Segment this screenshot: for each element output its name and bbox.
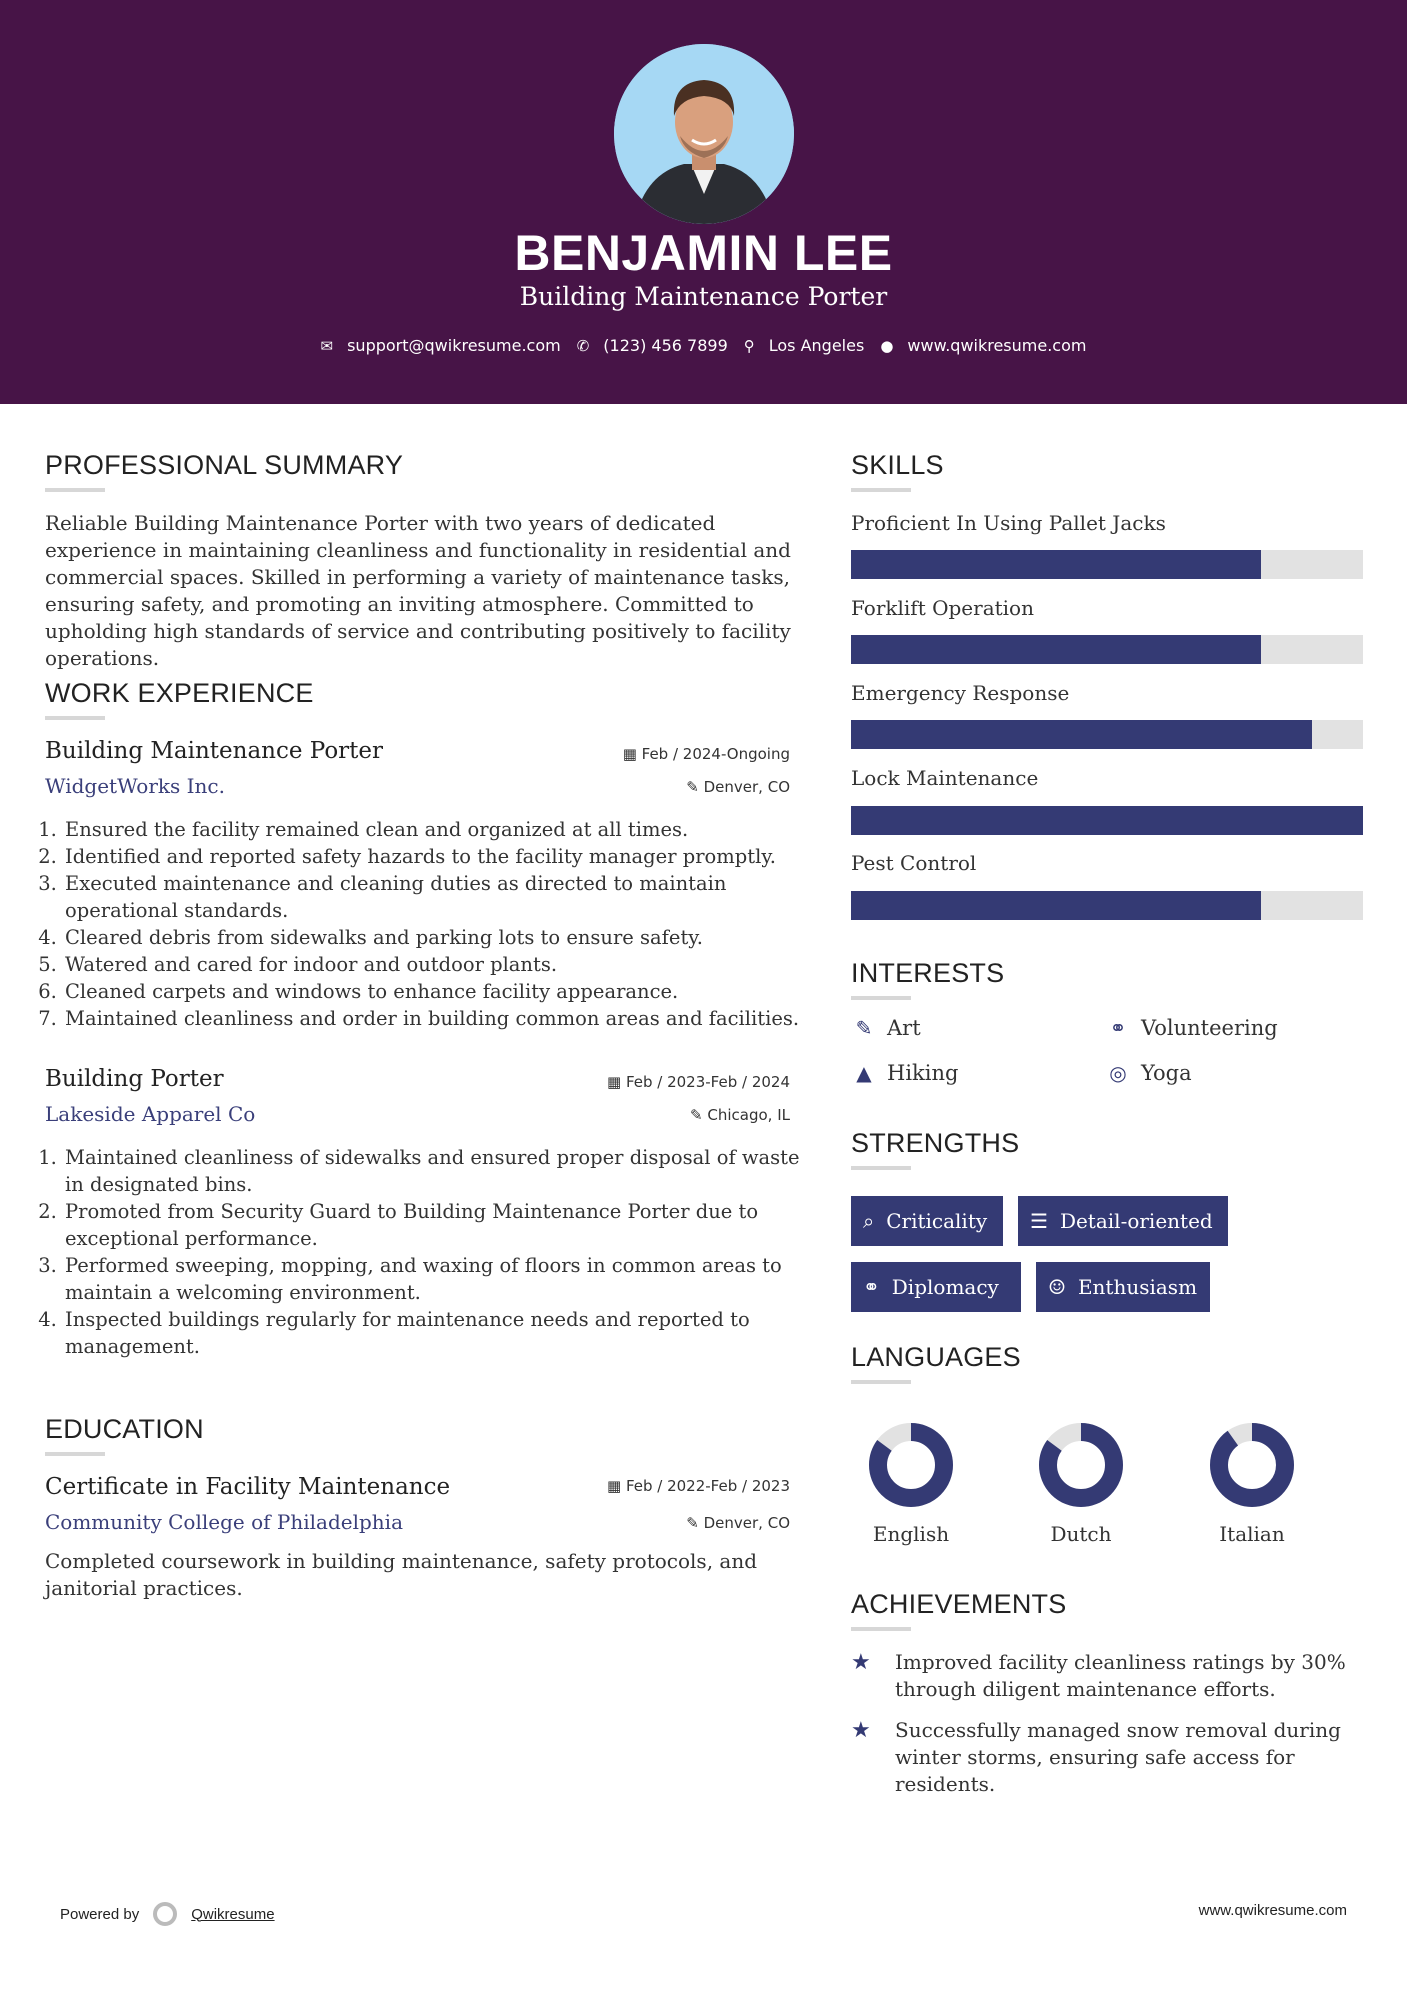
- language-donut: [1036, 1420, 1126, 1510]
- powered-by-label: Powered by: [60, 1905, 140, 1923]
- search-icon: ⌕: [863, 1209, 875, 1233]
- list-item: 6. Cleaned carpets and windows to enhance facility appearance.: [63, 978, 808, 1005]
- strengths-underline: [851, 1166, 911, 1170]
- brand-link[interactable]: Qwikresume: [191, 1905, 275, 1923]
- pin-icon: ✎: [686, 778, 704, 796]
- strength-tag: ⌕ Criticality: [851, 1196, 1003, 1246]
- skill-bar: [851, 550, 1363, 579]
- contact-website[interactable]: www.qwikresume.com: [907, 336, 1087, 355]
- languages-underline: [851, 1380, 911, 1384]
- skill-label: Pest Control: [851, 851, 977, 875]
- skill-fill: [851, 806, 1363, 835]
- globe-icon: ●: [880, 336, 894, 355]
- smile-icon: ☺: [1048, 1275, 1066, 1299]
- list-item: 3. Performed sweeping, mopping, and waxing of floors in common areas to maintain a welcoming environment.: [63, 1252, 808, 1306]
- job-location: ✎ Denver, CO: [686, 778, 790, 796]
- job-bullets: [45, 816, 808, 1032]
- language-item: [846, 1420, 976, 1546]
- skills-underline: [851, 488, 911, 492]
- profile-photo: [614, 44, 794, 224]
- achievements-heading: ACHIEVEMENTS: [851, 1589, 1067, 1619]
- skill-label: Forklift Operation: [851, 596, 1034, 620]
- list-item: 4. Cleared debris from sidewalks and parking lots to ensure safety.: [63, 924, 808, 951]
- contact-email[interactable]: support@qwikresume.com: [347, 336, 561, 355]
- achievements-underline: [851, 1627, 911, 1631]
- envelope-icon: ✉: [320, 336, 334, 355]
- interests-underline: [851, 996, 911, 1000]
- skill-label: Lock Maintenance: [851, 766, 1039, 790]
- footer-website[interactable]: www.qwikresume.com: [1198, 1902, 1347, 1919]
- pin-icon: ✎: [686, 1514, 704, 1532]
- handshake-icon: ⚭: [1109, 1016, 1127, 1040]
- degree-title: Certificate in Facility Maintenance: [45, 1474, 451, 1500]
- languages-heading: LANGUAGES: [851, 1342, 1021, 1372]
- pin-icon: ✎: [690, 1106, 708, 1124]
- job-company: WidgetWorks Inc.: [45, 774, 225, 798]
- skill-fill: [851, 635, 1261, 664]
- achievement-item: ★ Successfully managed snow removal during winter storms, ensuring safe access for residents.: [851, 1718, 1341, 1796]
- summary-heading: PROFESSIONAL SUMMARY: [45, 450, 404, 480]
- skills-heading: SKILLS: [851, 450, 944, 480]
- interest-item: ▲ Hiking: [851, 1061, 958, 1085]
- job-company: Lakeside Apparel Co: [45, 1102, 256, 1126]
- language-label: English: [872, 1522, 950, 1546]
- list-item: 1. Ensured the facility remained clean and organized at all times.: [63, 816, 808, 843]
- interest-item: ⚭ Volunteering: [1105, 1016, 1278, 1040]
- candidate-title: Building Maintenance Porter: [519, 282, 888, 311]
- footer-powered: [60, 1902, 275, 1926]
- lifering-icon: ◎: [1109, 1061, 1127, 1085]
- candidate-name: BENJAMIN LEE: [514, 225, 893, 281]
- qwikresume-logo-icon: [153, 1902, 177, 1926]
- resume-header: [0, 0, 1407, 404]
- strength-tag: ☰ Detail-oriented: [1018, 1196, 1228, 1246]
- job-location: ✎ Chicago, IL: [690, 1106, 790, 1124]
- skill-fill: [851, 550, 1261, 579]
- contact-bar: [0, 336, 1407, 355]
- education-location: ✎ Denver, CO: [686, 1514, 790, 1532]
- education-dates: ▦ Feb / 2022-Feb / 2023: [606, 1477, 790, 1495]
- experience-heading: WORK EXPERIENCE: [45, 678, 314, 708]
- education-heading: EDUCATION: [45, 1414, 204, 1444]
- interest-item: ◎ Yoga: [1105, 1061, 1192, 1085]
- list-item: 7. Maintained cleanliness and order in building common areas and facilities.: [63, 1005, 808, 1032]
- paintbrush-icon: ✎: [855, 1016, 873, 1040]
- list-item: 2. Identified and reported safety hazards to the facility manager promptly.: [63, 843, 808, 870]
- contact-location: Los Angeles: [768, 336, 865, 355]
- list-item: 2. Promoted from Security Guard to Building Maintenance Porter due to exceptional performance.: [63, 1198, 808, 1252]
- education-description: Completed coursework in building maintenance, safety protocols, and janitorial practices.: [45, 1549, 758, 1600]
- skill-label: Emergency Response: [851, 681, 1070, 705]
- school-name: Community College of Philadelphia: [45, 1510, 403, 1534]
- phone-icon: ✆: [576, 336, 590, 355]
- skill-bar: [851, 635, 1363, 664]
- map-pin-icon: ⚲: [743, 336, 755, 355]
- language-item: [1187, 1420, 1317, 1546]
- language-item: [1016, 1420, 1146, 1546]
- language-donut: [1207, 1420, 1297, 1510]
- experience-underline: [45, 716, 105, 720]
- handshake-icon: ⚭: [863, 1275, 880, 1299]
- calendar-icon: ▦: [606, 1477, 626, 1495]
- skill-bar: [851, 891, 1363, 920]
- tree-icon: ▲: [856, 1061, 872, 1085]
- skill-label: Proficient In Using Pallet Jacks: [851, 511, 1166, 535]
- job-dates: ▦ Feb / 2024-Ongoing: [622, 745, 790, 763]
- summary-underline: [45, 488, 105, 492]
- star-icon: ★: [851, 1718, 871, 1743]
- calendar-icon: ▦: [622, 745, 642, 763]
- education-underline: [45, 1452, 105, 1456]
- language-label: Italian: [1219, 1522, 1285, 1546]
- language-label: Dutch: [1050, 1522, 1112, 1546]
- list-icon: ☰: [1030, 1209, 1048, 1233]
- skill-bar: [851, 806, 1363, 835]
- job-title: Building Maintenance Porter: [45, 738, 384, 764]
- summary-text: Reliable Building Maintenance Porter with two years of dedicated experience in maintaining cleanliness and functionality in residential and commercial spaces. Skilled in performing a variety of maintenance tasks, ensuring safety, and promoting an inviting atmosphere. Committed to upholding high standards of service and contributing positively to facility operations.: [45, 511, 791, 670]
- achievement-item: ★ Improved facility cleanliness ratings by 30% through diligent maintenance efforts.: [851, 1650, 1346, 1701]
- strength-tag: ⚭ Diplomacy: [851, 1262, 1021, 1312]
- interest-item: ✎ Art: [851, 1016, 921, 1040]
- list-item: 4. Inspected buildings regularly for maintenance needs and reported to management.: [63, 1306, 808, 1360]
- list-item: 1. Maintained cleanliness of sidewalks and ensured proper disposal of waste in designated bins.: [63, 1144, 808, 1198]
- skill-fill: [851, 891, 1261, 920]
- strength-tag: ☺ Enthusiasm: [1036, 1262, 1210, 1312]
- skill-fill: [851, 720, 1312, 749]
- calendar-icon: ▦: [606, 1073, 626, 1091]
- star-icon: ★: [851, 1650, 871, 1675]
- language-donut: [866, 1420, 956, 1510]
- list-item: 5. Watered and cared for indoor and outdoor plants.: [63, 951, 808, 978]
- job-dates: ▦ Feb / 2023-Feb / 2024: [606, 1073, 790, 1091]
- strengths-heading: STRENGTHS: [851, 1128, 1020, 1158]
- list-item: 3. Executed maintenance and cleaning duties as directed to maintain operational standards.: [63, 870, 808, 924]
- job-title: Building Porter: [45, 1066, 224, 1092]
- contact-phone[interactable]: (123) 456 7899: [603, 336, 728, 355]
- job-bullets: [45, 1144, 808, 1360]
- skill-bar: [851, 720, 1363, 749]
- interests-heading: INTERESTS: [851, 958, 1005, 988]
